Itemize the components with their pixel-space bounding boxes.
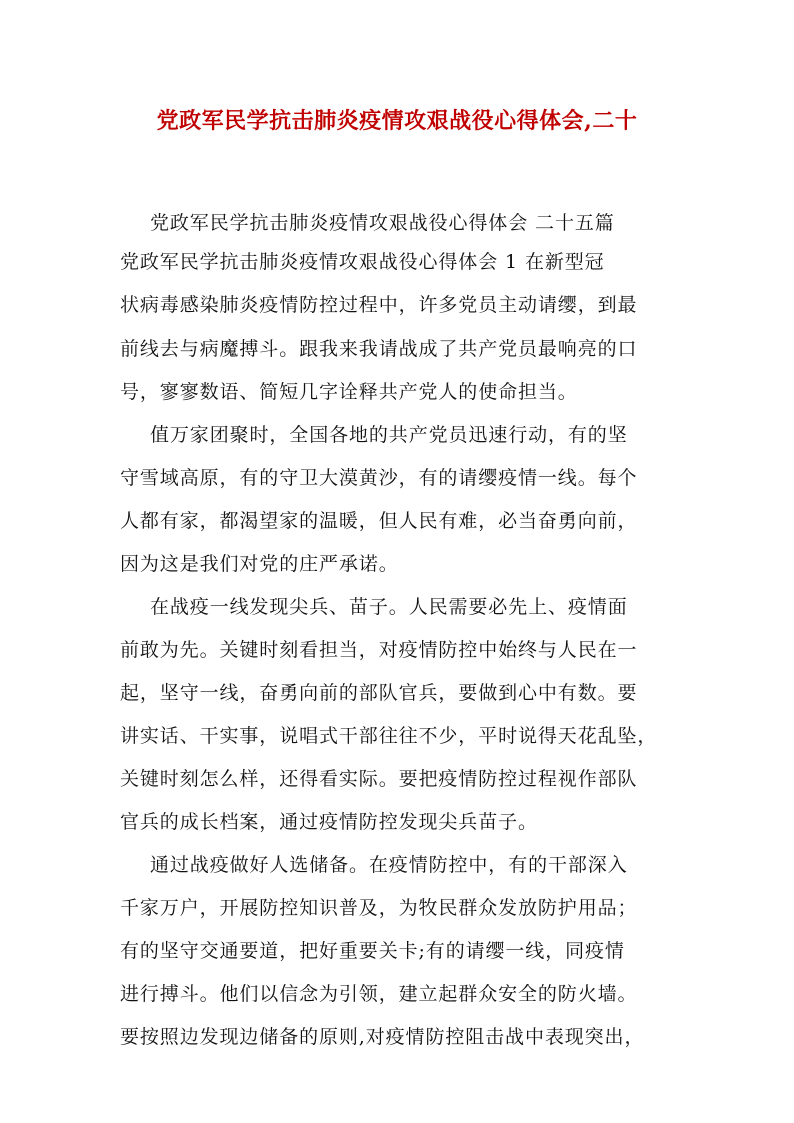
paragraph-line: 党政军民学抗击肺炎疫情攻艰战役心得体会 二十五篇 xyxy=(150,212,615,234)
paragraph-line: 官兵的成长档案，通过疫情防控发现尖兵苗子。 xyxy=(120,811,538,833)
paragraph-line: 守雪域高原，有的守卫大漠黄沙，有的请缨疫情一线。每个 xyxy=(120,467,638,489)
paragraph-line: 党政军民学抗击肺炎疫情攻艰战役心得体会 1 在新型冠 xyxy=(120,251,605,273)
document-title: 党政军民学抗击肺炎疫情攻艰战役心得体会,二十 xyxy=(156,108,638,134)
paragraph-line: 前线去与病魔搏斗。跟我来我请战成了共产党员最响亮的口 xyxy=(120,338,638,360)
paragraph-line: 在战疫一线发现尖兵、苗子。人民需要必先上、疫情面 xyxy=(150,596,628,618)
paragraph-line: 要按照边发现边储备的原则,对疫情防控阻击战中表现突出， xyxy=(120,1026,645,1048)
paragraph-line: 千家万户，开展防控知识普及，为牧民群众发放防护用品； xyxy=(120,897,638,919)
paragraph-line: 讲实话、干实事，说唱式干部往往不少，平时说得天花乱坠， xyxy=(120,725,658,747)
paragraph-line: 进行搏斗。他们以信念为引领，建立起群众安全的防火墙。 xyxy=(120,983,638,1005)
paragraph-line: 状病毒感染肺炎疫情防控过程中，许多党员主动请缨，到最 xyxy=(120,294,638,316)
paragraph-line: 人都有家，都渴望家的温暖，但人民有难，必当奋勇向前， xyxy=(120,510,638,532)
paragraph-line: 有的坚守交通要道，把好重要关卡;有的请缨一线，同疫情 xyxy=(120,940,625,962)
paragraph-line: 前敢为先。关键时刻看担当，对疫情防控中始终与人民在一 xyxy=(120,639,638,661)
paragraph-line: 关键时刻怎么样，还得看实际。要把疫情防控过程视作部队 xyxy=(120,768,638,790)
paragraph-line: 起，坚守一线，奋勇向前的部队官兵，要做到心中有数。要 xyxy=(120,682,638,704)
paragraph-line: 通过战疫做好人选储备。在疫情防控中，有的干部深入 xyxy=(150,854,628,876)
paragraph-line: 因为这是我们对党的庄严承诺。 xyxy=(120,553,399,575)
paragraph-line: 号，寥寥数语、简短几字诠释共产党人的使命担当。 xyxy=(120,381,578,403)
paragraph-line: 值万家团聚时，全国各地的共产党员迅速行动，有的坚 xyxy=(150,424,628,446)
